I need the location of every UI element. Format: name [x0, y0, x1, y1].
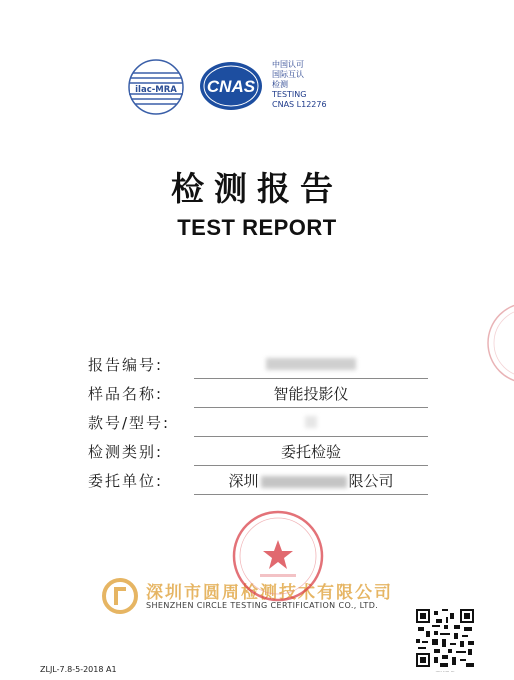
edge-stamp	[482, 296, 514, 390]
client-prefix: 深圳	[228, 472, 259, 490]
accreditation-line: 中国认可	[272, 60, 304, 69]
title-english: TEST REPORT	[177, 215, 337, 240]
field-underline	[194, 436, 428, 437]
report-info-table	[88, 351, 428, 496]
field-value-redacted	[194, 354, 428, 372]
ilac-logo-text: ilac-MRA	[135, 85, 177, 95]
company-name-chinese: 深圳市圆周检测技术有限公司	[146, 583, 393, 603]
field-report-number	[88, 351, 428, 380]
official-seal	[230, 508, 326, 604]
accreditation-block	[272, 60, 352, 110]
field-client	[88, 467, 428, 496]
accreditation-line: TESTING	[272, 90, 307, 99]
field-underline	[194, 378, 428, 379]
document-code: ZLJL-7.8-5-2018 A1	[40, 665, 117, 674]
field-value: 委托检验	[280, 443, 341, 461]
field-sample-name	[88, 380, 428, 409]
field-underline	[194, 465, 428, 466]
field-label: 检测类别:	[88, 443, 164, 461]
field-model	[88, 409, 428, 438]
accreditation-line: 检测	[272, 80, 288, 89]
field-underline	[194, 407, 428, 408]
accreditation-line: 国际互认	[272, 70, 304, 79]
ilac-mra-logo	[126, 57, 186, 117]
cnas-logo-text: CNAS	[206, 77, 256, 96]
field-label: 款号/型号:	[88, 414, 171, 432]
field-underline	[194, 494, 428, 495]
field-value	[194, 470, 428, 491]
cnas-logo	[197, 59, 265, 113]
field-label: 样品名称:	[88, 385, 164, 403]
field-label: 报告编号:	[88, 356, 164, 374]
client-suffix: 限公司	[348, 472, 394, 490]
qr-code[interactable]	[416, 609, 474, 667]
field-value: 智能投影仪	[273, 385, 349, 403]
accreditation-line: CNAS L12276	[272, 100, 327, 109]
company-name-english: SHENZHEN CIRCLE TESTING CERTIFICATION CO., LTD.	[146, 601, 379, 610]
title-chinese: 检测报告	[171, 169, 343, 208]
qr-caption: ····· ····· ···	[435, 669, 455, 674]
field-value-redacted	[194, 412, 428, 430]
field-test-category	[88, 438, 428, 467]
company-logo	[100, 577, 140, 615]
field-label: 委托单位:	[88, 472, 164, 490]
